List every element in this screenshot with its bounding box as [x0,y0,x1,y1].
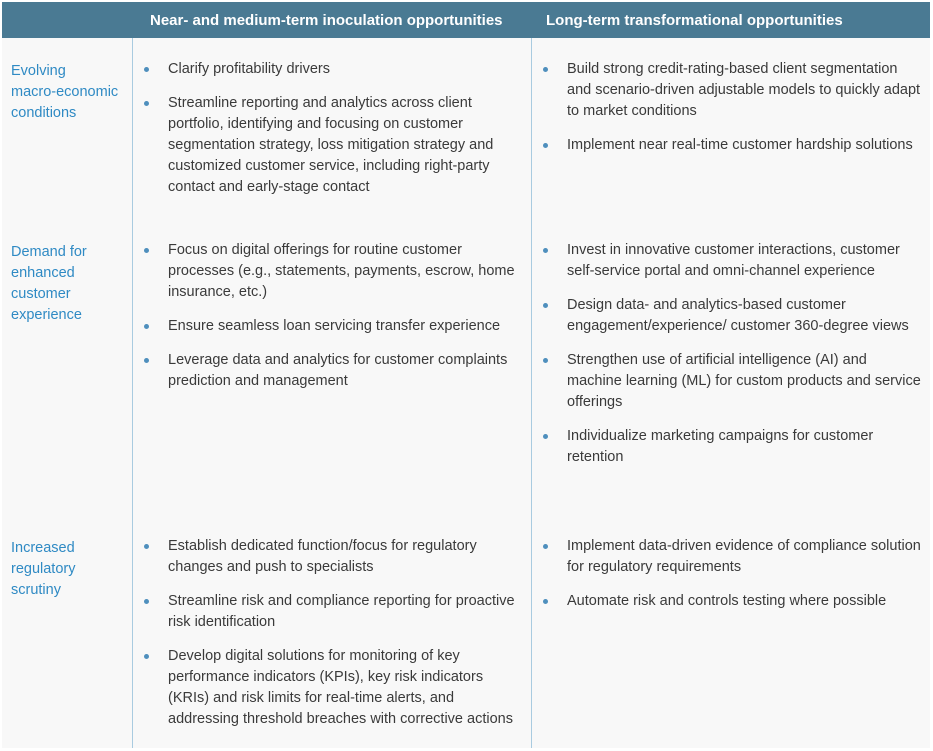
long-term-cell [531,515,930,748]
list-item: Streamline reporting and analytics across client portfolio, identifying and focusing on customer segmentation strategy, loss mitigation strategy and customized customer service, including right-party contact and early-stage contact [133,93,525,198]
row-label-cell [2,515,132,748]
header-blank [2,2,132,38]
row-label-customer-experience: Demand for enhanced customer experience [11,244,87,323]
long-term-list [532,38,930,156]
list-item: Implement data-driven evidence of compliance solution for regulatory requirements [532,536,924,578]
list-item: Strengthen use of artificial intelligence (AI) and machine learning (ML) for custom products and service offerings [532,350,924,413]
list-item: Clarify profitability drivers [133,59,525,80]
list-item: Invest in innovative customer interactions, customer self-service portal and omni-channel experience [532,240,924,282]
near-term-cell [132,219,531,515]
near-term-list [133,219,531,392]
long-term-cell [531,219,930,515]
near-term-cell [132,515,531,748]
row-label-macro: Evolving macro-economic conditions [11,63,119,121]
long-term-cell [531,38,930,219]
near-term-list [133,515,531,730]
list-item: Design data- and analytics-based customer engagement/experience/ customer 360-degree views [532,295,924,337]
list-item: Establish dedicated function/focus for regulatory changes and push to specialists [133,536,525,578]
list-item: Develop digital solutions for monitoring of key performance indicators (KPIs), key risk indicators (KRIs) and risk limits for real-time alerts, and addressing threshold breaches with corrective actions [133,646,525,730]
opportunities-table [2,2,930,748]
near-term-cell [132,38,531,219]
header-near-term: Near- and medium-term inoculation opportunities [132,2,531,38]
list-item: Implement near real-time customer hardship solutions [532,135,924,156]
list-item: Individualize marketing campaigns for customer retention [532,426,924,468]
row-label-cell [2,219,132,515]
header-long-term: Long-term transformational opportunities [531,2,930,38]
near-term-list [133,38,531,198]
list-item: Automate risk and controls testing where possible [532,591,924,612]
list-item: Streamline risk and compliance reporting for proactive risk identification [133,591,525,633]
long-term-list [532,219,930,468]
row-label-cell [2,38,132,219]
list-item: Leverage data and analytics for customer complaints prediction and management [133,350,525,392]
row-label-regulatory: Increased regulatory scrutiny [11,540,76,598]
list-item: Build strong credit-rating-based client segmentation and scenario-driven adjustable models to quickly adapt to market conditions [532,59,924,122]
long-term-list [532,515,930,612]
list-item: Focus on digital offerings for routine customer processes (e.g., statements, payments, escrow, home insurance, etc.) [133,240,525,303]
list-item: Ensure seamless loan servicing transfer experience [133,316,525,337]
